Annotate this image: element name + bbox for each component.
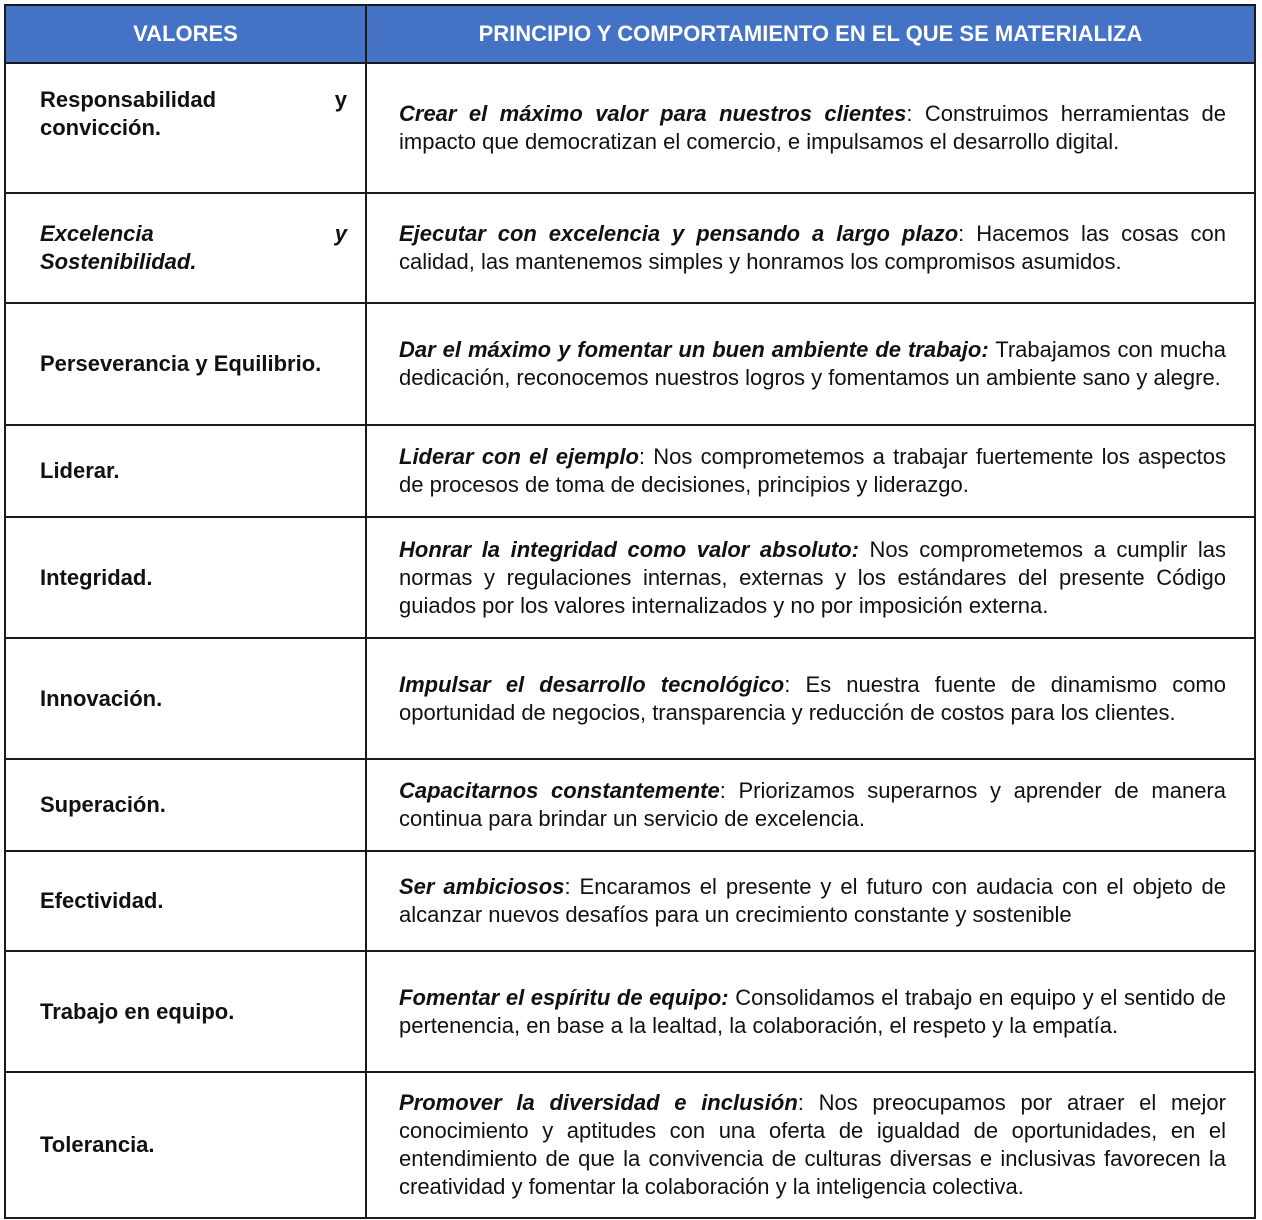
value-cell: Trabajo en equipo. xyxy=(5,951,366,1072)
value-cell: Perseverancia y Equilibrio. xyxy=(5,303,366,425)
value-text: y xyxy=(334,221,347,246)
principle-title: Fomentar el espíritu de equipo: xyxy=(399,984,729,1010)
value-text: Sostenibilidad. xyxy=(40,249,197,274)
principle-cell xyxy=(366,1072,1255,1218)
table-row xyxy=(5,63,1255,193)
value-cell xyxy=(5,63,366,193)
value-cell: Innovación. xyxy=(5,638,366,759)
principle-cell xyxy=(366,517,1255,638)
value-text: convicción. xyxy=(40,115,162,140)
header-principio: PRINCIPIO Y COMPORTAMIENTO EN EL QUE SE MATERIALIZA xyxy=(366,5,1255,63)
value-cell: Tolerancia. xyxy=(5,1072,366,1218)
table-row xyxy=(5,193,1255,303)
table-row xyxy=(5,303,1255,425)
table-header-row xyxy=(5,5,1255,63)
principle-cell xyxy=(366,63,1255,193)
principle-title: Ser ambiciosos xyxy=(399,874,565,899)
value-line xyxy=(40,220,347,248)
principle-text: Consolidamos el trabajo en equipo y el sentido de pertenencia, en base a la lealtad, la colaboración, el respeto y la empatía. xyxy=(399,984,1227,1038)
table-row xyxy=(5,638,1255,759)
principle-cell xyxy=(366,851,1255,951)
value-cell xyxy=(5,193,366,303)
table-row xyxy=(5,951,1255,1072)
principle-text: : Nos comprometemos a trabajar fuertemente los aspectos de procesos de toma de decisiones, principios y liderazgo. xyxy=(399,444,1227,497)
principle-cell xyxy=(366,951,1255,1072)
principle-title: Capacitarnos constantemente xyxy=(399,778,720,803)
principle-title: Dar el máximo y fomentar un buen ambiente de trabajo: xyxy=(399,337,989,362)
header-valores: VALORES xyxy=(5,5,366,63)
principle-text: : Es nuestra fuente de dinamismo como oportunidad de negocios, transparencia y reducción de costos para los clientes. xyxy=(399,671,1226,725)
principle-text: : Hacemos las cosas con calidad, las mantenemos simples y honramos los compromisos asumidos. xyxy=(399,221,1226,274)
value-text: y xyxy=(334,87,347,112)
table-row xyxy=(5,425,1255,517)
principle-text: : Priorizamos superarnos y aprender de manera continua para brindar un servicio de excelencia. xyxy=(399,778,1226,831)
value-cell: Liderar. xyxy=(5,425,366,517)
principle-cell xyxy=(366,425,1255,517)
value-cell: Efectividad. xyxy=(5,851,366,951)
principle-title: Promover la diversidad e inclusión xyxy=(399,1090,798,1115)
value-text: Responsabilidad xyxy=(40,87,217,112)
principle-title: Crear el máximo valor para nuestros clientes xyxy=(399,101,907,126)
principle-title: Liderar con el ejemplo xyxy=(399,444,639,469)
principle-cell xyxy=(366,303,1255,425)
table-row xyxy=(5,851,1255,951)
principle-text: Nos comprometemos a cumplir las normas y regulaciones internas, externas y los estándares del presente Código guiados por los valores internalizados y no por imposición externa. xyxy=(399,536,1226,618)
principle-title: Impulsar el desarrollo tecnológico xyxy=(399,671,785,697)
value-line xyxy=(40,86,347,114)
table-row xyxy=(5,517,1255,638)
value-cell: Superación. xyxy=(5,759,366,851)
principle-cell xyxy=(366,193,1255,303)
principle-text: Trabajamos con mucha dedicación, reconocemos nuestros logros y fomentamos un ambiente sano y alegre. xyxy=(399,337,1226,390)
value-cell: Integridad. xyxy=(5,517,366,638)
principle-text: : Encaramos el presente y el futuro con audacia con el objeto de alcanzar nuevos desafíos para un crecimiento constante y sostenible xyxy=(399,874,1226,927)
principle-text: : Nos preocupamos por atraer el mejor conocimiento y aptitudes con una oferta de igualdad de oportunidades, en el entendimiento de que la convivencia de culturas diversas e inclusivas favorecen la creatividad y fomentar la colaboración y la inteligencia colectiva. xyxy=(399,1090,1226,1199)
principle-cell xyxy=(366,638,1255,759)
table-row xyxy=(5,1072,1255,1218)
value-text: Excelencia xyxy=(40,221,154,246)
principle-text: : Construimos herramientas de impacto que democratizan el comercio, e impulsamos el desarrollo digital. xyxy=(399,101,1226,154)
principle-title: Honrar la integridad como valor absoluto: xyxy=(399,536,859,562)
table-row xyxy=(5,759,1255,851)
principle-cell xyxy=(366,759,1255,851)
values-table xyxy=(4,4,1256,1219)
principle-title: Ejecutar con excelencia y pensando a largo plazo xyxy=(399,221,959,246)
